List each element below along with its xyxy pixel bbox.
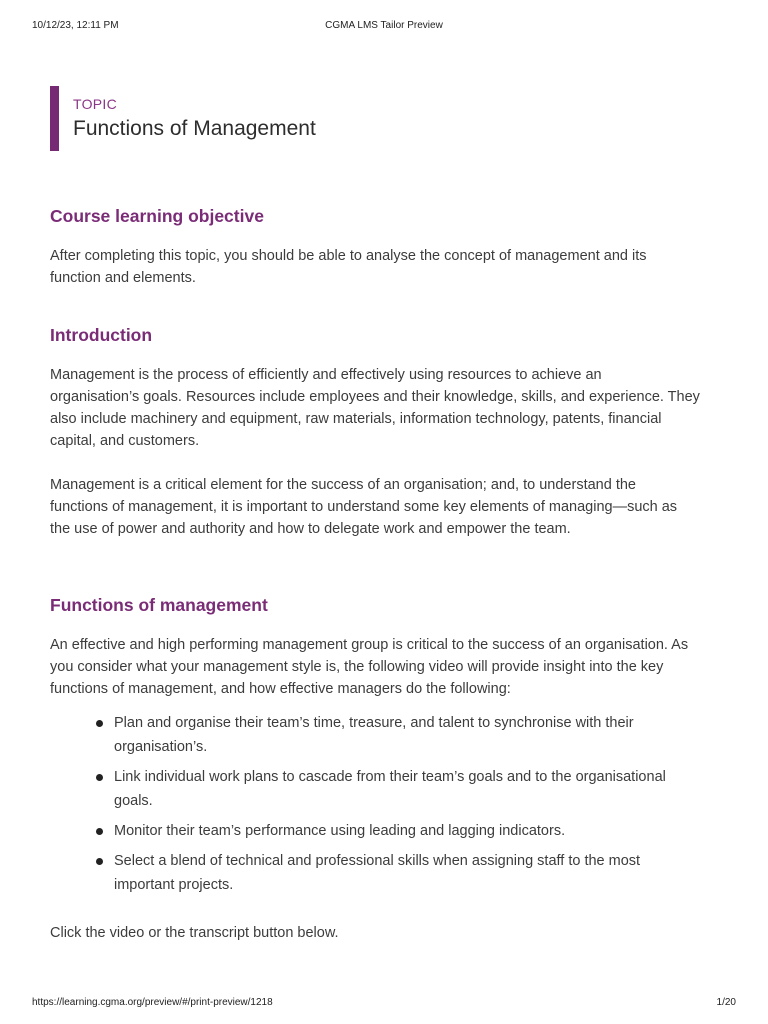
bullet-dot-icon [96, 774, 103, 781]
functions-line: An effective and high performing management group is critical to the success of an organisation. As [50, 637, 689, 653]
functions-line: you consider what your management style is, the following video will provide insight into the key [50, 659, 664, 675]
list-item [96, 849, 706, 897]
functions-paragraph [50, 634, 726, 700]
intro-line: functions of management, it is important to understand some key elements of managing—such as [50, 499, 678, 515]
print-datetime: 10/12/23, 12:11 PM [32, 19, 119, 31]
objective-line: After completing this topic, you should be able to analyse the concept of management and its [50, 248, 647, 264]
bullet-text: Monitor their team’s performance using leading and lagging indicators. [114, 823, 566, 839]
objective-heading: Course learning objective [50, 206, 264, 226]
bullet-text: goals. [114, 793, 153, 809]
intro-line: capital, and customers. [50, 433, 200, 449]
intro-line: organisation’s goals. Resources include employees and their knowledge, skills, and experience. They [50, 389, 700, 405]
intro-line: Management is the process of efficiently and effectively using resources to achieve an [50, 367, 602, 383]
intro-line: the use of power and authority and how to delegate work and empower the team. [50, 521, 571, 537]
topic-title: Functions of Management [73, 117, 316, 140]
bullet-text: Plan and organise their team’s time, treasure, and talent to synchronise with their [114, 715, 634, 731]
functions-heading: Functions of management [50, 595, 268, 615]
closing-text: Click the video or the transcript button below. [50, 925, 339, 941]
print-footer [32, 995, 736, 1009]
closing-paragraph [50, 922, 726, 944]
introduction-paragraph-2 [50, 474, 726, 540]
page-number: 1/20 [716, 996, 736, 1008]
bullet-dot-icon [96, 720, 103, 727]
bullet-text: organisation’s. [114, 739, 208, 755]
topic-label: TOPIC [73, 96, 118, 112]
print-url: https://learning.cgma.org/preview/#/print-preview/1218 [32, 996, 273, 1008]
list-item [96, 765, 706, 813]
bullet-dot-icon [96, 858, 103, 865]
objective-line: function and elements. [50, 270, 196, 286]
list-item [96, 819, 706, 843]
introduction-section [50, 323, 726, 347]
functions-line: functions of management, and how effective managers do the following: [50, 681, 511, 697]
intro-line: Management is a critical element for the success of an organisation; and, to understand the [50, 477, 636, 493]
print-page-title: CGMA LMS Tailor Preview [325, 19, 443, 31]
bullet-dot-icon [96, 828, 103, 835]
topic-header [50, 86, 316, 151]
functions-bullet-list [96, 711, 706, 903]
topic-accent-bar [50, 86, 59, 151]
bullet-text: Link individual work plans to cascade from their team’s goals and to the organisational [114, 769, 666, 785]
introduction-paragraph-1 [50, 364, 726, 452]
bullet-text: important projects. [114, 877, 234, 893]
bullet-text: Select a blend of technical and professional skills when assigning staff to the most [114, 853, 641, 869]
objective-paragraph [50, 245, 726, 289]
intro-line: also include machinery and equipment, raw materials, information technology, patents, financial [50, 411, 662, 427]
print-header [32, 18, 736, 32]
list-item [96, 711, 706, 759]
functions-section [50, 593, 726, 617]
objective-section [50, 204, 726, 228]
introduction-heading: Introduction [50, 325, 153, 345]
